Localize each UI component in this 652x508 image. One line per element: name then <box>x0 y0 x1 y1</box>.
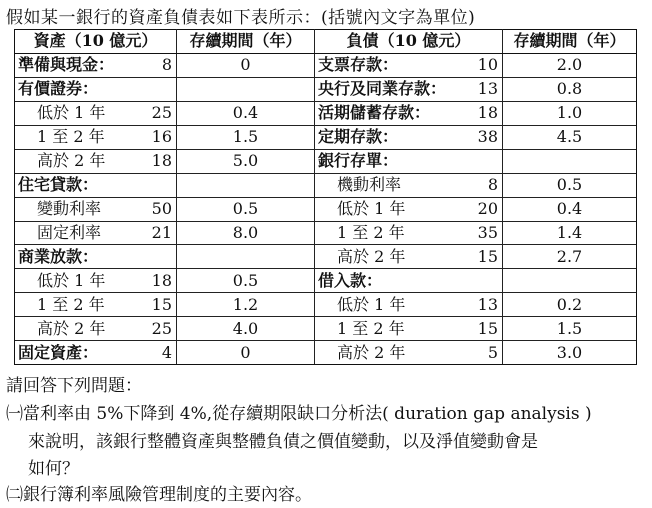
asset-name: 1 至 2 年 <box>15 293 133 317</box>
liability-duration: 0.4 <box>503 197 637 221</box>
asset-name: 低於 1 年 <box>15 269 133 293</box>
asset-duration: 0.5 <box>177 197 315 221</box>
asset-duration <box>177 245 315 269</box>
table-row <box>15 221 637 245</box>
asset-amount <box>133 77 177 101</box>
liability-name: 銀行存單： <box>315 149 459 173</box>
liability-duration: 3.0 <box>503 341 637 365</box>
liability-name: 定期存款： <box>315 125 459 149</box>
liability-amount: 15 <box>459 317 503 341</box>
asset-amount: 25 <box>133 317 177 341</box>
asset-amount <box>133 173 177 197</box>
asset-amount: 50 <box>133 197 177 221</box>
liability-duration: 1.4 <box>503 221 637 245</box>
asset-name: 高於 2 年 <box>15 317 133 341</box>
liability-amount: 13 <box>459 293 503 317</box>
table-row <box>15 173 637 197</box>
asset-amount: 8 <box>133 53 177 77</box>
table-row <box>15 245 637 269</box>
question-1-line-3: 如何？ <box>28 459 79 479</box>
liability-amount: 15 <box>459 245 503 269</box>
asset-duration: 0.4 <box>177 101 315 125</box>
liability-name: 低於 1 年 <box>315 293 459 317</box>
liability-duration-header: 存續期間（年） <box>503 30 637 54</box>
asset-amount: 4 <box>133 341 177 365</box>
liability-duration: 0.8 <box>503 77 637 101</box>
asset-name: 固定資產： <box>15 341 133 365</box>
liability-duration: 2.7 <box>503 245 637 269</box>
liability-amount: 10 <box>459 53 503 77</box>
asset-amount <box>133 245 177 269</box>
liability-name: 高於 2 年 <box>315 341 459 365</box>
asset-name: 變動利率 <box>15 197 133 221</box>
liability-amount: 8 <box>459 173 503 197</box>
questions-heading: 請回答下列問題： <box>6 376 142 396</box>
liability-amount: 35 <box>459 221 503 245</box>
asset-amount: 25 <box>133 101 177 125</box>
liability-duration <box>503 149 637 173</box>
table-row <box>15 53 637 77</box>
table-row <box>15 197 637 221</box>
asset-amount: 18 <box>133 269 177 293</box>
liability-name: 央行及同業存款： <box>315 77 459 101</box>
liability-amount: 13 <box>459 77 503 101</box>
liability-amount: 5 <box>459 341 503 365</box>
table-row <box>15 269 637 293</box>
liability-amount: 18 <box>459 101 503 125</box>
asset-amount: 15 <box>133 293 177 317</box>
asset-duration: 4.0 <box>177 317 315 341</box>
asset-name: 商業放款： <box>15 245 133 269</box>
balance-sheet-table <box>14 29 637 365</box>
liability-name: 1 至 2 年 <box>315 221 459 245</box>
asset-duration: 1.2 <box>177 293 315 317</box>
asset-name: 準備與現金： <box>15 53 133 77</box>
asset-name: 低於 1 年 <box>15 101 133 125</box>
liability-name: 低於 1 年 <box>315 197 459 221</box>
asset-name: 住宅貸款： <box>15 173 133 197</box>
asset-duration: 5.0 <box>177 149 315 173</box>
asset-duration-header: 存續期間（年） <box>177 30 315 54</box>
table-row <box>15 293 637 317</box>
liability-name: 活期儲蓄存款： <box>315 101 459 125</box>
liability-duration: 4.5 <box>503 125 637 149</box>
asset-duration: 0.5 <box>177 269 315 293</box>
asset-duration: 8.0 <box>177 221 315 245</box>
liability-amount <box>459 149 503 173</box>
liability-duration: 1.5 <box>503 317 637 341</box>
asset-name: 有價證券： <box>15 77 133 101</box>
assets-header: 資產（10 億元） <box>15 30 177 54</box>
liability-duration: 2.0 <box>503 53 637 77</box>
table-row <box>15 341 637 365</box>
liability-amount: 38 <box>459 125 503 149</box>
liability-amount: 20 <box>459 197 503 221</box>
table-row <box>15 317 637 341</box>
liability-duration: 0.2 <box>503 293 637 317</box>
question-1-line-2: 來說明，該銀行整體資產與整體負債之價值變動，以及淨值變動會是 <box>28 432 538 452</box>
asset-amount: 16 <box>133 125 177 149</box>
asset-name: 固定利率 <box>15 221 133 245</box>
intro-text: 假如某一銀行的資產負債表如下表所示：(括號內文字為單位) <box>6 8 476 28</box>
liability-name: 高於 2 年 <box>315 245 459 269</box>
header-row <box>15 30 637 54</box>
question-1-line-1: ㈠當利率由 5%下降到 4%,從存續期限缺口分析法( duration gap analysis ) <box>6 404 592 424</box>
asset-amount: 18 <box>133 149 177 173</box>
table-row <box>15 149 637 173</box>
liability-name: 支票存款： <box>315 53 459 77</box>
question-2: ㈡銀行簿利率風險管理制度的主要內容。 <box>6 485 312 505</box>
asset-name: 1 至 2 年 <box>15 125 133 149</box>
liability-name: 1 至 2 年 <box>315 317 459 341</box>
asset-duration: 0 <box>177 341 315 365</box>
liability-duration: 1.0 <box>503 101 637 125</box>
table-row <box>15 125 637 149</box>
asset-duration <box>177 77 315 101</box>
liability-duration <box>503 269 637 293</box>
liability-duration: 0.5 <box>503 173 637 197</box>
asset-duration: 0 <box>177 53 315 77</box>
liability-amount <box>459 269 503 293</box>
asset-duration: 1.5 <box>177 125 315 149</box>
liability-name: 借入款： <box>315 269 459 293</box>
liabilities-header: 負債（10 億元） <box>315 30 503 54</box>
table-row <box>15 101 637 125</box>
asset-duration <box>177 173 315 197</box>
asset-amount: 21 <box>133 221 177 245</box>
asset-name: 高於 2 年 <box>15 149 133 173</box>
liability-name: 機動利率 <box>315 173 459 197</box>
table-row <box>15 77 637 101</box>
